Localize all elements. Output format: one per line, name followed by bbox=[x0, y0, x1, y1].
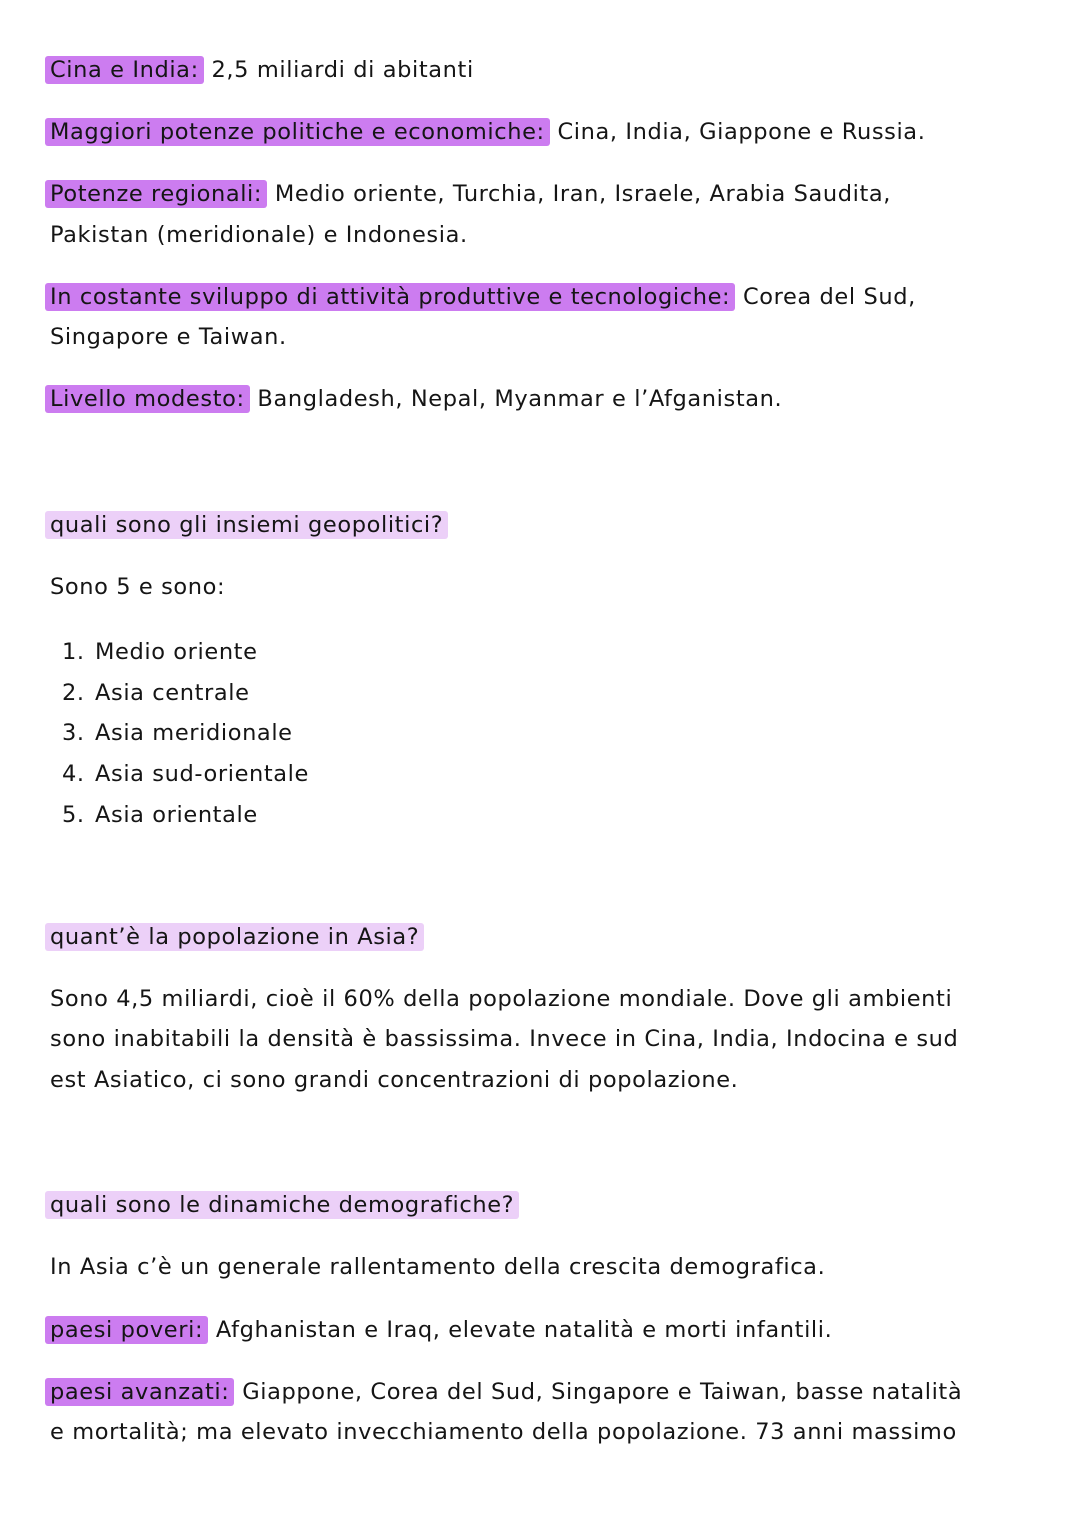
line-text: Corea del Sud, bbox=[735, 284, 916, 310]
intro-line-5 bbox=[50, 384, 782, 414]
population-question bbox=[50, 922, 424, 952]
list-number: 5. bbox=[62, 801, 85, 828]
list-text: Asia meridionale bbox=[95, 720, 293, 747]
demographics-advanced-cont: e mortalità; ma elevato invecchiamento della popolazione. 73 anni massimo bbox=[50, 1419, 957, 1445]
line-text: Bangladesh, Nepal, Myanmar e l’Afganistan. bbox=[249, 386, 783, 412]
highlight-label: Potenze regionali: bbox=[45, 180, 267, 208]
list-text: Asia orientale bbox=[95, 801, 258, 828]
list-item bbox=[62, 795, 309, 836]
list-number: 3. bbox=[62, 720, 85, 747]
demographics-advanced bbox=[50, 1377, 962, 1407]
intro-line-3-cont: Pakistan (meridionale) e Indonesia. bbox=[50, 222, 468, 248]
list-text: Asia centrale bbox=[95, 679, 250, 706]
question-highlight: quali sono gli insiemi geopolitici? bbox=[45, 511, 448, 539]
list-text: Asia sud-orientale bbox=[95, 761, 309, 788]
intro-line-2 bbox=[50, 117, 925, 147]
geopolitics-lead: Sono 5 e sono: bbox=[50, 574, 226, 600]
question-highlight: quali sono le dinamiche demografiche? bbox=[45, 1191, 519, 1219]
list-item bbox=[62, 673, 309, 714]
line-text: Afghanistan e Iraq, elevate natalità e morti infantili. bbox=[208, 1317, 833, 1343]
highlight-label: paesi poveri: bbox=[45, 1316, 208, 1344]
list-item bbox=[62, 713, 309, 754]
intro-line-1 bbox=[50, 55, 474, 85]
population-line-3: est Asiatico, ci sono grandi concentrazioni di popolazione. bbox=[50, 1067, 739, 1093]
list-number: 1. bbox=[62, 639, 85, 665]
list-item bbox=[62, 632, 309, 673]
question-highlight: quant’è la popolazione in Asia? bbox=[45, 923, 424, 951]
list-number: 4. bbox=[62, 761, 85, 788]
line-text: Medio oriente, Turchia, Iran, Israele, Arabia Saudita, bbox=[267, 181, 892, 207]
demographics-question bbox=[50, 1190, 519, 1220]
list-item bbox=[62, 754, 309, 795]
highlight-label: Maggiori potenze politiche e economiche: bbox=[45, 118, 550, 146]
line-text: Giappone, Corea del Sud, Singapore e Taiwan, basse natalità bbox=[234, 1379, 963, 1405]
geopolitics-list bbox=[62, 632, 309, 836]
highlight-label: paesi avanzati: bbox=[45, 1378, 234, 1406]
population-line-1: Sono 4,5 miliardi, cioè il 60% della popolazione mondiale. Dove gli ambienti bbox=[50, 986, 953, 1012]
geopolitics-question bbox=[50, 510, 448, 540]
intro-line-3 bbox=[50, 179, 891, 209]
highlight-label: Cina e India: bbox=[45, 56, 204, 84]
demographics-poor bbox=[50, 1315, 832, 1345]
line-text: 2,5 miliardi di abitanti bbox=[203, 57, 474, 83]
demographics-lead: In Asia c’è un generale rallentamento della crescita demografica. bbox=[50, 1254, 826, 1280]
list-number: 2. bbox=[62, 679, 85, 706]
line-text: Cina, India, Giappone e Russia. bbox=[549, 119, 926, 145]
list-text: Medio oriente bbox=[95, 639, 258, 665]
population-line-2: sono inabitabili la densità è bassissima. Invece in Cina, India, Indocina e sud bbox=[50, 1026, 959, 1052]
intro-line-4 bbox=[50, 282, 916, 312]
highlight-label: Livello modesto: bbox=[45, 385, 250, 413]
highlight-label: In costante sviluppo di attività produttive e tecnologiche: bbox=[45, 283, 735, 311]
intro-line-4-cont: Singapore e Taiwan. bbox=[50, 324, 287, 350]
